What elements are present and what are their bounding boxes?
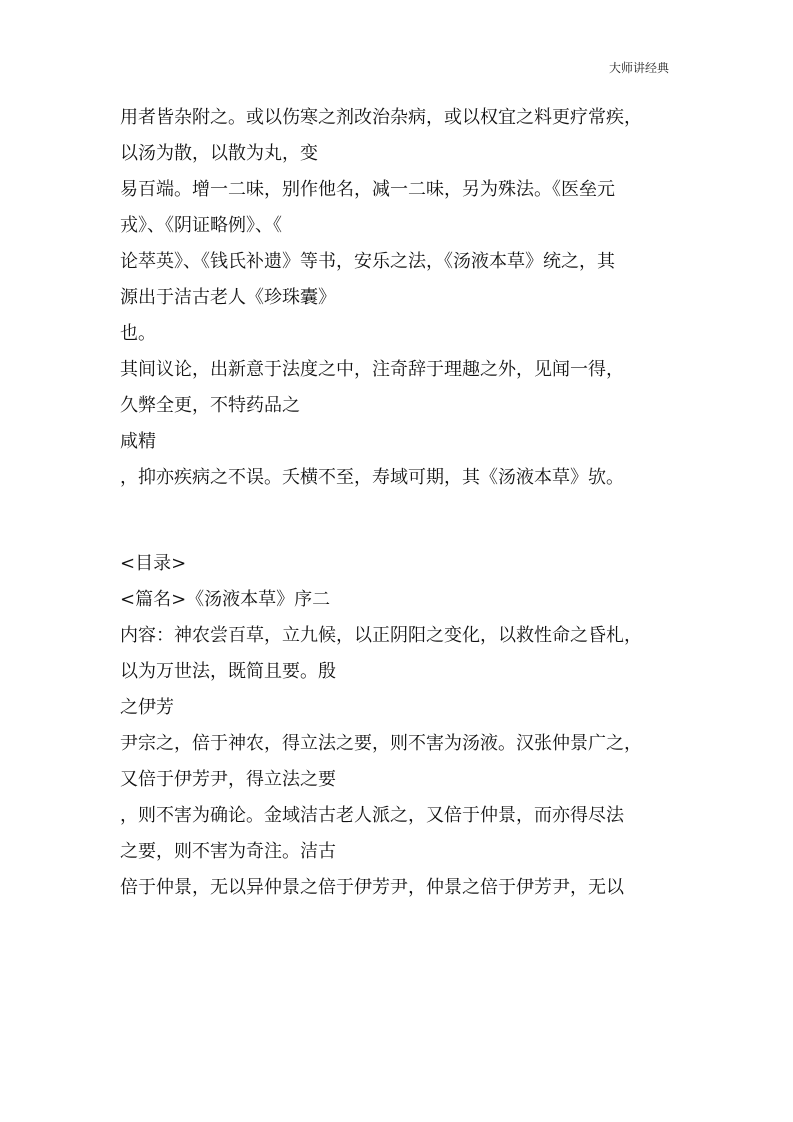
section-title: <篇名>《汤液本草》序二 <box>120 589 331 610</box>
text-line: 论萃英》、《钱氏补遗》等书，安乐之法，《汤液本草》统之，其 <box>120 251 615 272</box>
text-line: 以为万世法，既简且要。殷 <box>120 661 336 682</box>
text-line: 也。 <box>120 323 156 344</box>
text-line: 用者皆杂附之。或以伤寒之剂改治杂病，或以权宜之料更疗常疾， <box>120 107 642 128</box>
text-line: 内容：神农尝百草，立九候，以正阴阳之变化，以救性命之昏札， <box>120 625 642 646</box>
text-line: 易百端。增一二味，别作他名，减一二味，另为殊法。《医垒元 <box>120 179 615 200</box>
text-line: 咸精 <box>120 431 156 452</box>
text-line: 尹宗之，倍于神农，得立法之要，则不害为汤液。汉张仲景广之， <box>120 733 642 754</box>
section-gap <box>120 496 680 546</box>
text-line: 源出于洁古老人《珍珠囊》 <box>120 287 336 308</box>
toc-marker: <目录> <box>120 553 187 574</box>
text-line: ，抑亦疾病之不误。夭横不至，寿域可期，其《汤液本草》欤。 <box>120 467 624 488</box>
text-line: 之伊芳 <box>120 697 174 718</box>
text-line: 其间议论，出新意于法度之中，注奇辞于理趣之外，见闻一得， <box>120 359 624 380</box>
text-line: 以汤为散，以散为丸，变 <box>120 143 318 164</box>
text-line: ，则不害为确论。金域洁古老人派之，又倍于仲景，而亦得尽法 <box>120 805 624 826</box>
text-line: 又倍于伊芳尹，得立法之要 <box>120 769 336 790</box>
text-line: 久弊全更，不特药品之 <box>120 395 300 416</box>
text-line: 倍于仲景，无以异仲景之倍于伊芳尹，仲景之倍于伊芳尹，无以 <box>120 877 624 898</box>
page-header: 大师讲经典 <box>608 61 669 75</box>
text-line: 之要，则不害为奇注。洁古 <box>120 841 336 862</box>
text-line: 戎》、《阴证略例》、《 <box>120 215 282 236</box>
document-body <box>120 100 680 906</box>
